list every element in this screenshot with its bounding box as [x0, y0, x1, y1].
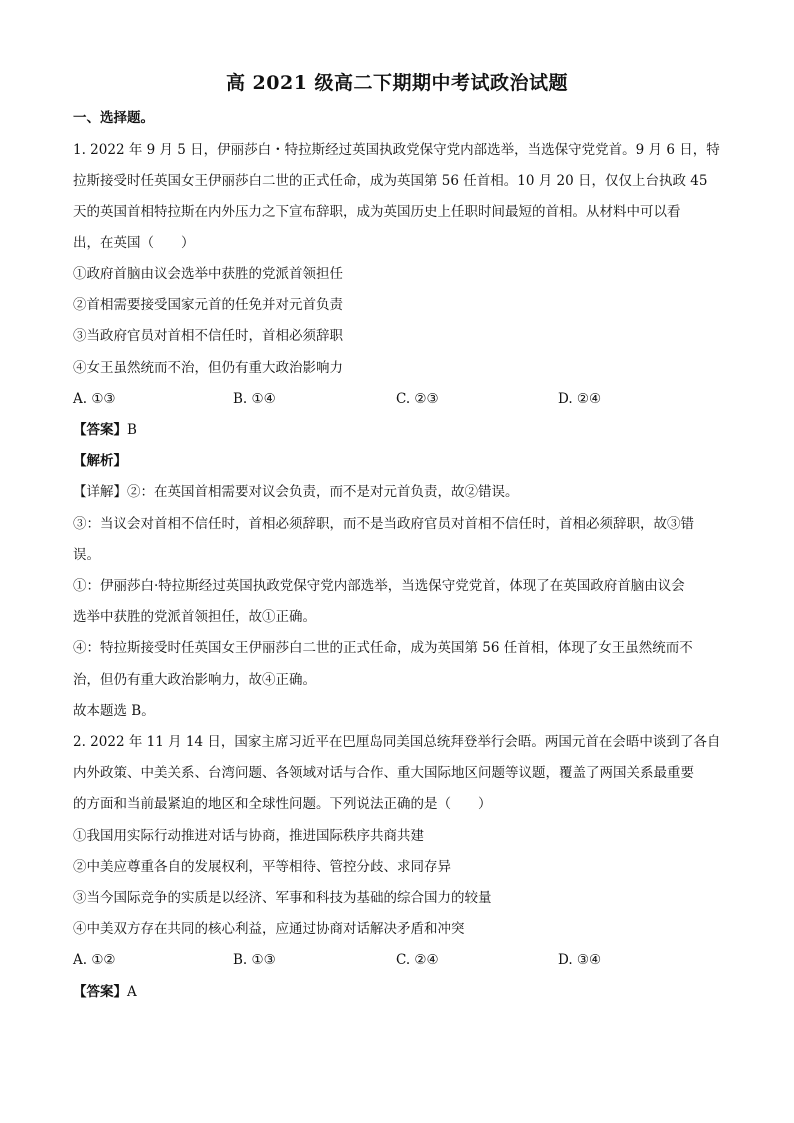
q2-option-b: B. ①③ — [233, 952, 276, 968]
q2-statement: ①我国用实际行动推进对话与协商，推进国际秩序共商共建 — [73, 828, 424, 844]
answer-label: 【答案】 — [73, 984, 127, 1000]
q1-detail-line: 【详解】②：在英国首相需要对议会负责，而不是对元首负责，故②错误。 — [73, 484, 519, 500]
q1-stem-line: 出，在英国（ ） — [73, 235, 195, 251]
q1-stem-line: 天的英国首相特拉斯在内外压力之下宣布辞职，成为英国历史上任职时间最短的首相。从材料中可以看 — [73, 204, 681, 220]
q1-statement: ③当政府官员对首相不信任时，首相必须辞职 — [73, 328, 343, 344]
q2-option-a: A. ①② — [73, 952, 116, 968]
page-title: 高 2021 级高二下期期中考试政治试题 — [225, 72, 569, 94]
q1-statement: ②首相需要接受国家元首的任免并对元首负责 — [73, 297, 343, 313]
section-heading: 一、选择题。 — [73, 110, 154, 126]
q1-statement: ④女王虽然统而不治，但仍有重大政治影响力 — [73, 360, 343, 376]
answer-value: B — [127, 422, 137, 438]
q1-analysis-label: 【解析】 — [73, 453, 127, 469]
q1-statement: ①政府首脑由议会选举中获胜的党派首领担任 — [73, 266, 343, 282]
q1-detail-line: 选举中获胜的党派首领担任，故①正确。 — [73, 609, 316, 625]
answer-label: 【答案】 — [73, 422, 127, 438]
q1-option-d: D. ②④ — [558, 391, 602, 407]
q1-answer — [73, 420, 723, 440]
q1-stem-line: 1. 2022 年 9 月 5 日，伊丽莎白・特拉斯经过英国执政党保守党内部选举，当选保守党党首。9 月 6 日，特 — [73, 142, 720, 158]
q2-option-c: C. ②④ — [396, 952, 439, 968]
q2-option-d: D. ③④ — [558, 952, 602, 968]
q1-detail-line: ③：当议会对首相不信任时，首相必须辞职，而不是当政府官员对首相不信任时，首相必须辞职，故③错 — [73, 516, 694, 532]
q2-stem-line: 内外政策、中美关系、台湾问题、各领域对话与合作、重大国际地区问题等议题，覆盖了两国关系最重要 — [73, 765, 694, 781]
q1-detail-line: 治，但仍有重大政治影响力，故④正确。 — [73, 672, 316, 688]
q1-detail-line: 故本题选 B。 — [73, 703, 155, 719]
q1-stem-line: 拉斯接受时任英国女王伊丽莎白二世的正式任命，成为英国第 56 任首相。10 月 20 日，仅仅上台执政 45 — [73, 173, 708, 189]
q1-option-b: B. ①④ — [233, 391, 276, 407]
q1-detail-line: ④：特拉斯接受时任英国女王伊丽莎白二世的正式任命，成为英国第 56 任首相，体现了女王虽然统而不 — [73, 640, 693, 656]
q2-stem-line: 2. 2022 年 11 月 14 日，国家主席习近平在巴厘岛同美国总统拜登举行会晤。两国元首在会晤中谈到了各自 — [73, 734, 721, 750]
q2-stem-line: 的方面和当前最紧迫的地区和全球性问题。下列说法正确的是（ ） — [73, 796, 492, 812]
q2-statement: ④中美双方存在共同的核心利益，应通过协商对话解决矛盾和冲突 — [73, 921, 465, 937]
q1-detail-line: ①：伊丽莎白·特拉斯经过英国执政党保守党内部选举，当选保守党党首，体现了在英国政府首脑由议会 — [73, 578, 685, 594]
answer-value: A — [127, 984, 137, 1000]
q1-detail-line: 误。 — [73, 547, 100, 563]
q1-option-c: C. ②③ — [396, 391, 439, 407]
q2-statement: ③当今国际竞争的实质是以经济、军事和科技为基础的综合国力的较量 — [73, 890, 492, 906]
q1-option-a: A. ①③ — [73, 391, 116, 407]
q2-answer — [73, 982, 723, 1002]
q2-statement: ②中美应尊重各自的发展权利，平等相待、管控分歧、求同存异 — [73, 859, 451, 875]
